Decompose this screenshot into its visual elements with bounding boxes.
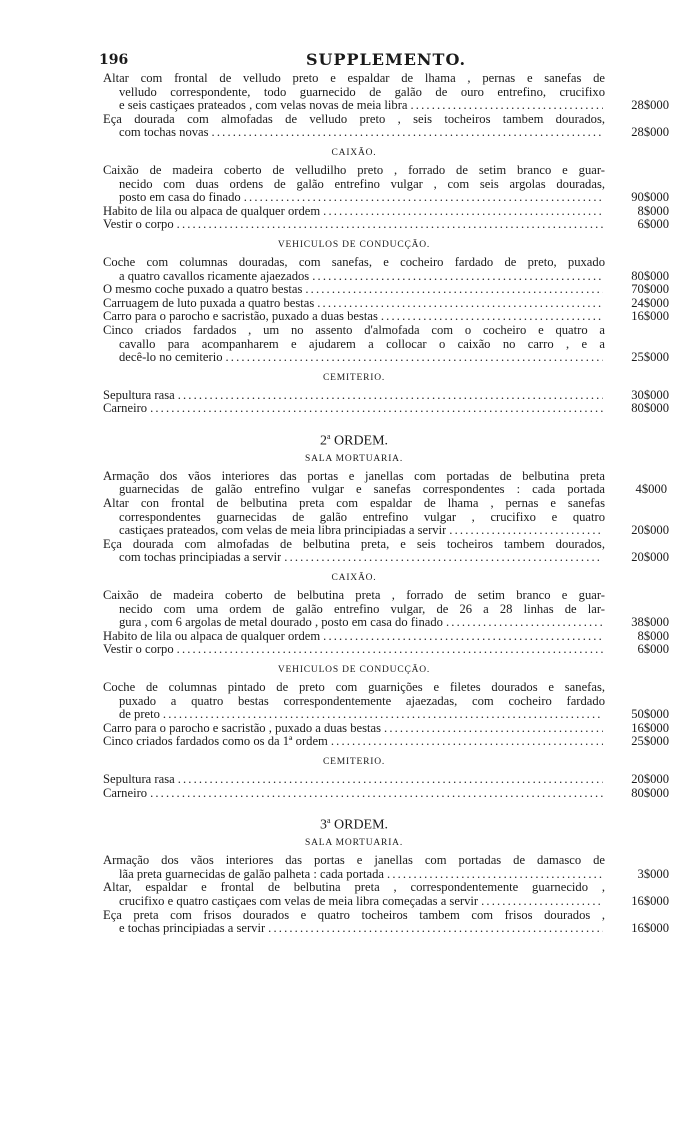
entry-line (103, 708, 669, 722)
price-value: 6$000 (637, 217, 669, 232)
price-value: 80$000 (631, 401, 669, 416)
entry-text: correspondentes guarnecidas de galão entrefino vulgar , crucifixo e quatro (119, 510, 605, 524)
price-value: 30$000 (631, 387, 669, 402)
entry-line (103, 895, 669, 909)
price-entry (103, 297, 669, 311)
price-value: 16$000 (631, 921, 669, 936)
entry-line (103, 218, 669, 232)
entry-line (103, 603, 669, 617)
dot-leader (284, 551, 603, 565)
price-entry (103, 113, 669, 140)
entry-text: puxado a quatro bestas correspondentemente ajaezadas, com cocheiro fardado (119, 694, 605, 708)
order-label: ORDEM. (330, 433, 389, 449)
price-value: 16$000 (631, 309, 669, 324)
price-value: 28$000 (631, 125, 669, 140)
entry-text: Sepultura rasa (103, 388, 175, 402)
price-entry (103, 283, 669, 297)
entry-line (103, 922, 669, 936)
entry-line (103, 538, 669, 552)
price-entry (103, 470, 669, 497)
entry-text: Coche de columnas pintado de preto com guarnições e filetes dourados e sanefas, (103, 681, 605, 694)
entry-line (103, 643, 669, 657)
price-entry (103, 538, 669, 565)
entry-line (103, 86, 669, 100)
entry-text: Sepultura rasa (103, 772, 175, 786)
entry-line (103, 178, 669, 192)
entry-line (103, 497, 669, 511)
price-entry (103, 681, 669, 722)
entry-text: Eça preta com frisos dourados e quatro tocheiros tambem com frisos dourados , (103, 908, 605, 922)
entry-text: velludo correspondente, todo guarnecido de galão de ouro entrefino, crucifixo (119, 85, 605, 99)
section-subheading: CAIXÃO. (331, 573, 377, 584)
entry-text: e seis castiçaes prateados , com velas novas de meia libra (119, 99, 408, 113)
dot-leader (381, 310, 603, 324)
dot-leader (323, 630, 603, 644)
entry-line (103, 310, 669, 324)
order-heading (103, 428, 605, 449)
price-value: 3$000 (637, 866, 669, 881)
entry-line (103, 854, 669, 868)
dot-leader (331, 735, 603, 749)
order-number: 3 (319, 817, 327, 833)
entry-text: Caixão de madeira coberto de velludilho preto , forrado de setim branco e guar- (103, 163, 605, 177)
price-entry (103, 402, 669, 416)
price-entry (103, 164, 669, 205)
entry-text: Habito de lila ou alpaca de qualquer ordem (103, 629, 321, 643)
entry-line (103, 283, 669, 297)
entry-text: Carro para o parocho e sacristão , puxado a duas bestas (103, 721, 382, 735)
entry-line (103, 881, 669, 895)
dot-leader (384, 722, 603, 736)
entry-text: Cinco criados fardados , um no assento d'almofada com o cocheiro e quatro a (103, 323, 605, 337)
price-entry (103, 630, 669, 644)
price-entry (103, 72, 669, 113)
entry-line (103, 402, 669, 416)
entry-text: Habito de lila ou alpaca de qualquer ordem (103, 204, 321, 218)
dot-leader (150, 787, 603, 801)
price-value: 20$000 (631, 771, 669, 786)
dot-leader (387, 868, 603, 882)
entry-text: necido com duas ordens de galão entrefino vulgar , com seis argolas douradas, (119, 177, 605, 191)
entry-text: a quatro cavallos ricamente ajaezados (119, 269, 310, 283)
price-entry (103, 735, 669, 749)
order-number: 2 (319, 433, 327, 449)
entry-line (103, 551, 669, 565)
price-value: 20$000 (631, 523, 669, 538)
entry-text: gura , com 6 argolas de metal dourado , posto em casa do finado (119, 616, 443, 630)
dot-leader (177, 218, 603, 232)
section-subheading: VEHICULOS DE CONDUCÇÃO. (277, 239, 431, 250)
dot-leader (150, 402, 603, 416)
section-subheading: CEMITERIO. (322, 756, 386, 767)
section-subheading: SALA MORTUARIA. (305, 838, 403, 849)
entry-line (103, 205, 669, 219)
entry-text: necido com uma ordem de galão entrefino vulgar, de 26 a 28 linhas de lar- (119, 602, 605, 616)
entry-text: de preto (119, 708, 160, 722)
dot-leader (178, 773, 603, 787)
price-value: 16$000 (631, 893, 669, 908)
price-value: 4$000 (635, 482, 667, 497)
entry-line (103, 72, 669, 86)
price-value: 50$000 (631, 707, 669, 722)
document-page (99, 50, 669, 936)
entry-line (103, 483, 669, 497)
entry-text: Eça dourada com almofadas de belbutina preta, e seis tocheiros tambem dourados, (103, 537, 605, 551)
price-value: 38$000 (631, 615, 669, 630)
price-entry (103, 205, 669, 219)
price-value: 8$000 (637, 628, 669, 643)
price-value: 70$000 (631, 282, 669, 297)
entry-line (103, 695, 669, 709)
entry-line (103, 511, 669, 525)
section-subheading: CAIXÃO. (331, 147, 377, 158)
entry-text: Altar, espaldar e frontal de belbutina preta , correspondentemente guarnecido , (103, 881, 605, 895)
entry-line (103, 270, 669, 284)
dot-leader (446, 616, 603, 630)
dot-leader (411, 99, 604, 113)
entry-text: Carro para o parocho e sacristão, puxado a duas bestas (103, 310, 378, 324)
ordinal-mark: a (326, 431, 331, 441)
price-entry (103, 497, 669, 538)
entry-text: e tochas principiadas a servir (119, 922, 266, 936)
entry-text: com tochas novas (119, 126, 209, 140)
entry-line (103, 126, 669, 140)
price-entry (103, 589, 669, 630)
entry-line (103, 909, 669, 923)
entry-line (103, 470, 669, 484)
price-entry (103, 310, 669, 324)
price-entry (103, 773, 669, 787)
price-entry (103, 909, 669, 936)
entry-line (103, 389, 669, 403)
price-value: 25$000 (631, 734, 669, 749)
entry-line (103, 256, 669, 270)
section-subheading: CEMITERIO. (322, 372, 386, 383)
entry-line (103, 868, 669, 882)
price-value: 8$000 (637, 203, 669, 218)
entry-line (103, 735, 669, 749)
entry-text: castiçaes prateados, com velas de meia libra principiadas a servir (119, 524, 447, 538)
price-value: 16$000 (631, 720, 669, 735)
price-entry (103, 324, 669, 365)
price-value: 24$000 (631, 295, 669, 310)
entry-text: Carruagem de luto puxada a quatro bestas (103, 296, 315, 310)
price-value: 28$000 (631, 98, 669, 113)
dot-leader (212, 126, 603, 140)
entry-line (103, 589, 669, 603)
price-value: 80$000 (631, 785, 669, 800)
dot-leader (481, 895, 603, 909)
entry-text: Vestir o corpo (103, 643, 174, 657)
order-label: ORDEM. (330, 817, 389, 833)
section-subheading: VEHICULOS DE CONDUCÇÃO. (277, 665, 431, 675)
price-entry (103, 787, 669, 801)
entry-line (103, 191, 669, 205)
price-value: 20$000 (631, 550, 669, 565)
price-list (103, 72, 669, 936)
entry-text: O mesmo coche puxado a quatro bestas (103, 283, 303, 297)
dot-leader (163, 708, 603, 722)
entry-text: Carneiro (103, 786, 148, 800)
entry-line (103, 324, 669, 338)
entry-text: Carneiro (103, 402, 148, 416)
entry-text: decê-lo no cemiterio (119, 351, 223, 365)
entry-text: Eça dourada com almofadas de velludo preto , seis tocheiros tambem dourados, (103, 112, 605, 126)
entry-text: com tochas principiadas a servir (119, 551, 282, 565)
entry-line (103, 164, 669, 178)
price-entry (103, 256, 669, 283)
dot-leader (178, 389, 603, 403)
price-entry (103, 643, 669, 657)
dot-leader (305, 283, 603, 297)
entry-text: lãa preta guarnecidas de galão palheta : cada portada (119, 867, 385, 881)
entry-line (103, 297, 669, 311)
entry-line (103, 524, 669, 538)
dot-leader (177, 643, 603, 657)
dot-leader (317, 297, 603, 311)
entry-text: Vestir o corpo (103, 218, 174, 232)
entry-line (103, 773, 669, 787)
price-value: 80$000 (631, 268, 669, 283)
entry-text: Altar com frontal de velludo preto e espaldar de lhama , pernas e sanefas de (103, 72, 605, 85)
ordinal-mark: a (326, 816, 331, 826)
price-entry (103, 854, 669, 881)
entry-text: Caixão de madeira coberto de belbutina preta , forrado de setim branco e guar- (103, 589, 605, 603)
order-heading (103, 812, 605, 833)
entry-line (103, 787, 669, 801)
dot-leader (449, 524, 603, 538)
dot-leader (268, 922, 603, 936)
dot-leader (244, 191, 603, 205)
entry-line (103, 722, 669, 736)
running-title: SUPPLEMENTO. (305, 50, 467, 69)
running-header (99, 50, 669, 72)
price-entry (103, 389, 669, 403)
entry-line (103, 99, 669, 113)
price-entry (103, 881, 669, 908)
price-value: 90$000 (631, 190, 669, 205)
entry-line (103, 616, 669, 630)
price-value: 6$000 (637, 642, 669, 657)
price-entry (103, 218, 669, 232)
entry-line (103, 338, 669, 352)
price-entry (103, 722, 669, 736)
entry-text: Coche com columnas douradas, com sanefas, e cocheiro fardado de preto, puxado (103, 255, 605, 269)
page-number: 196 (99, 52, 129, 68)
entry-line (103, 113, 669, 127)
entry-text: Armação dos vãos interiores das portas e janellas com portadas de belbutina preta (103, 469, 605, 483)
price-value: 25$000 (631, 350, 669, 365)
entry-line (103, 630, 669, 644)
dot-leader (323, 205, 603, 219)
entry-text: Altar con frontal de belbutina preta com espaldar de lhama , pernas e sanefas (103, 497, 605, 511)
dot-leader (226, 351, 604, 365)
entry-line (103, 351, 669, 365)
section-subheading: SALA MORTUARIA. (305, 453, 403, 464)
entry-line (103, 681, 669, 695)
entry-text: crucifixo e quatro castiçaes com velas de meia libra começadas a servir (119, 894, 479, 908)
entry-text: Armação dos vãos interiores das portas e janellas com portadas de damasco de (103, 854, 605, 868)
entry-text: posto em casa do finado (119, 191, 241, 205)
entry-text: cavallo para acompanharem e ajudarem a collocar o caixão no carro , e a (119, 337, 605, 351)
dot-leader (312, 270, 603, 284)
entry-text: Cinco criados fardados como os da 1ª ordem (103, 735, 328, 749)
entry-text: guarnecidas de galão entrefino vulgar e sanefas correspondentes : cada portada (119, 483, 605, 497)
